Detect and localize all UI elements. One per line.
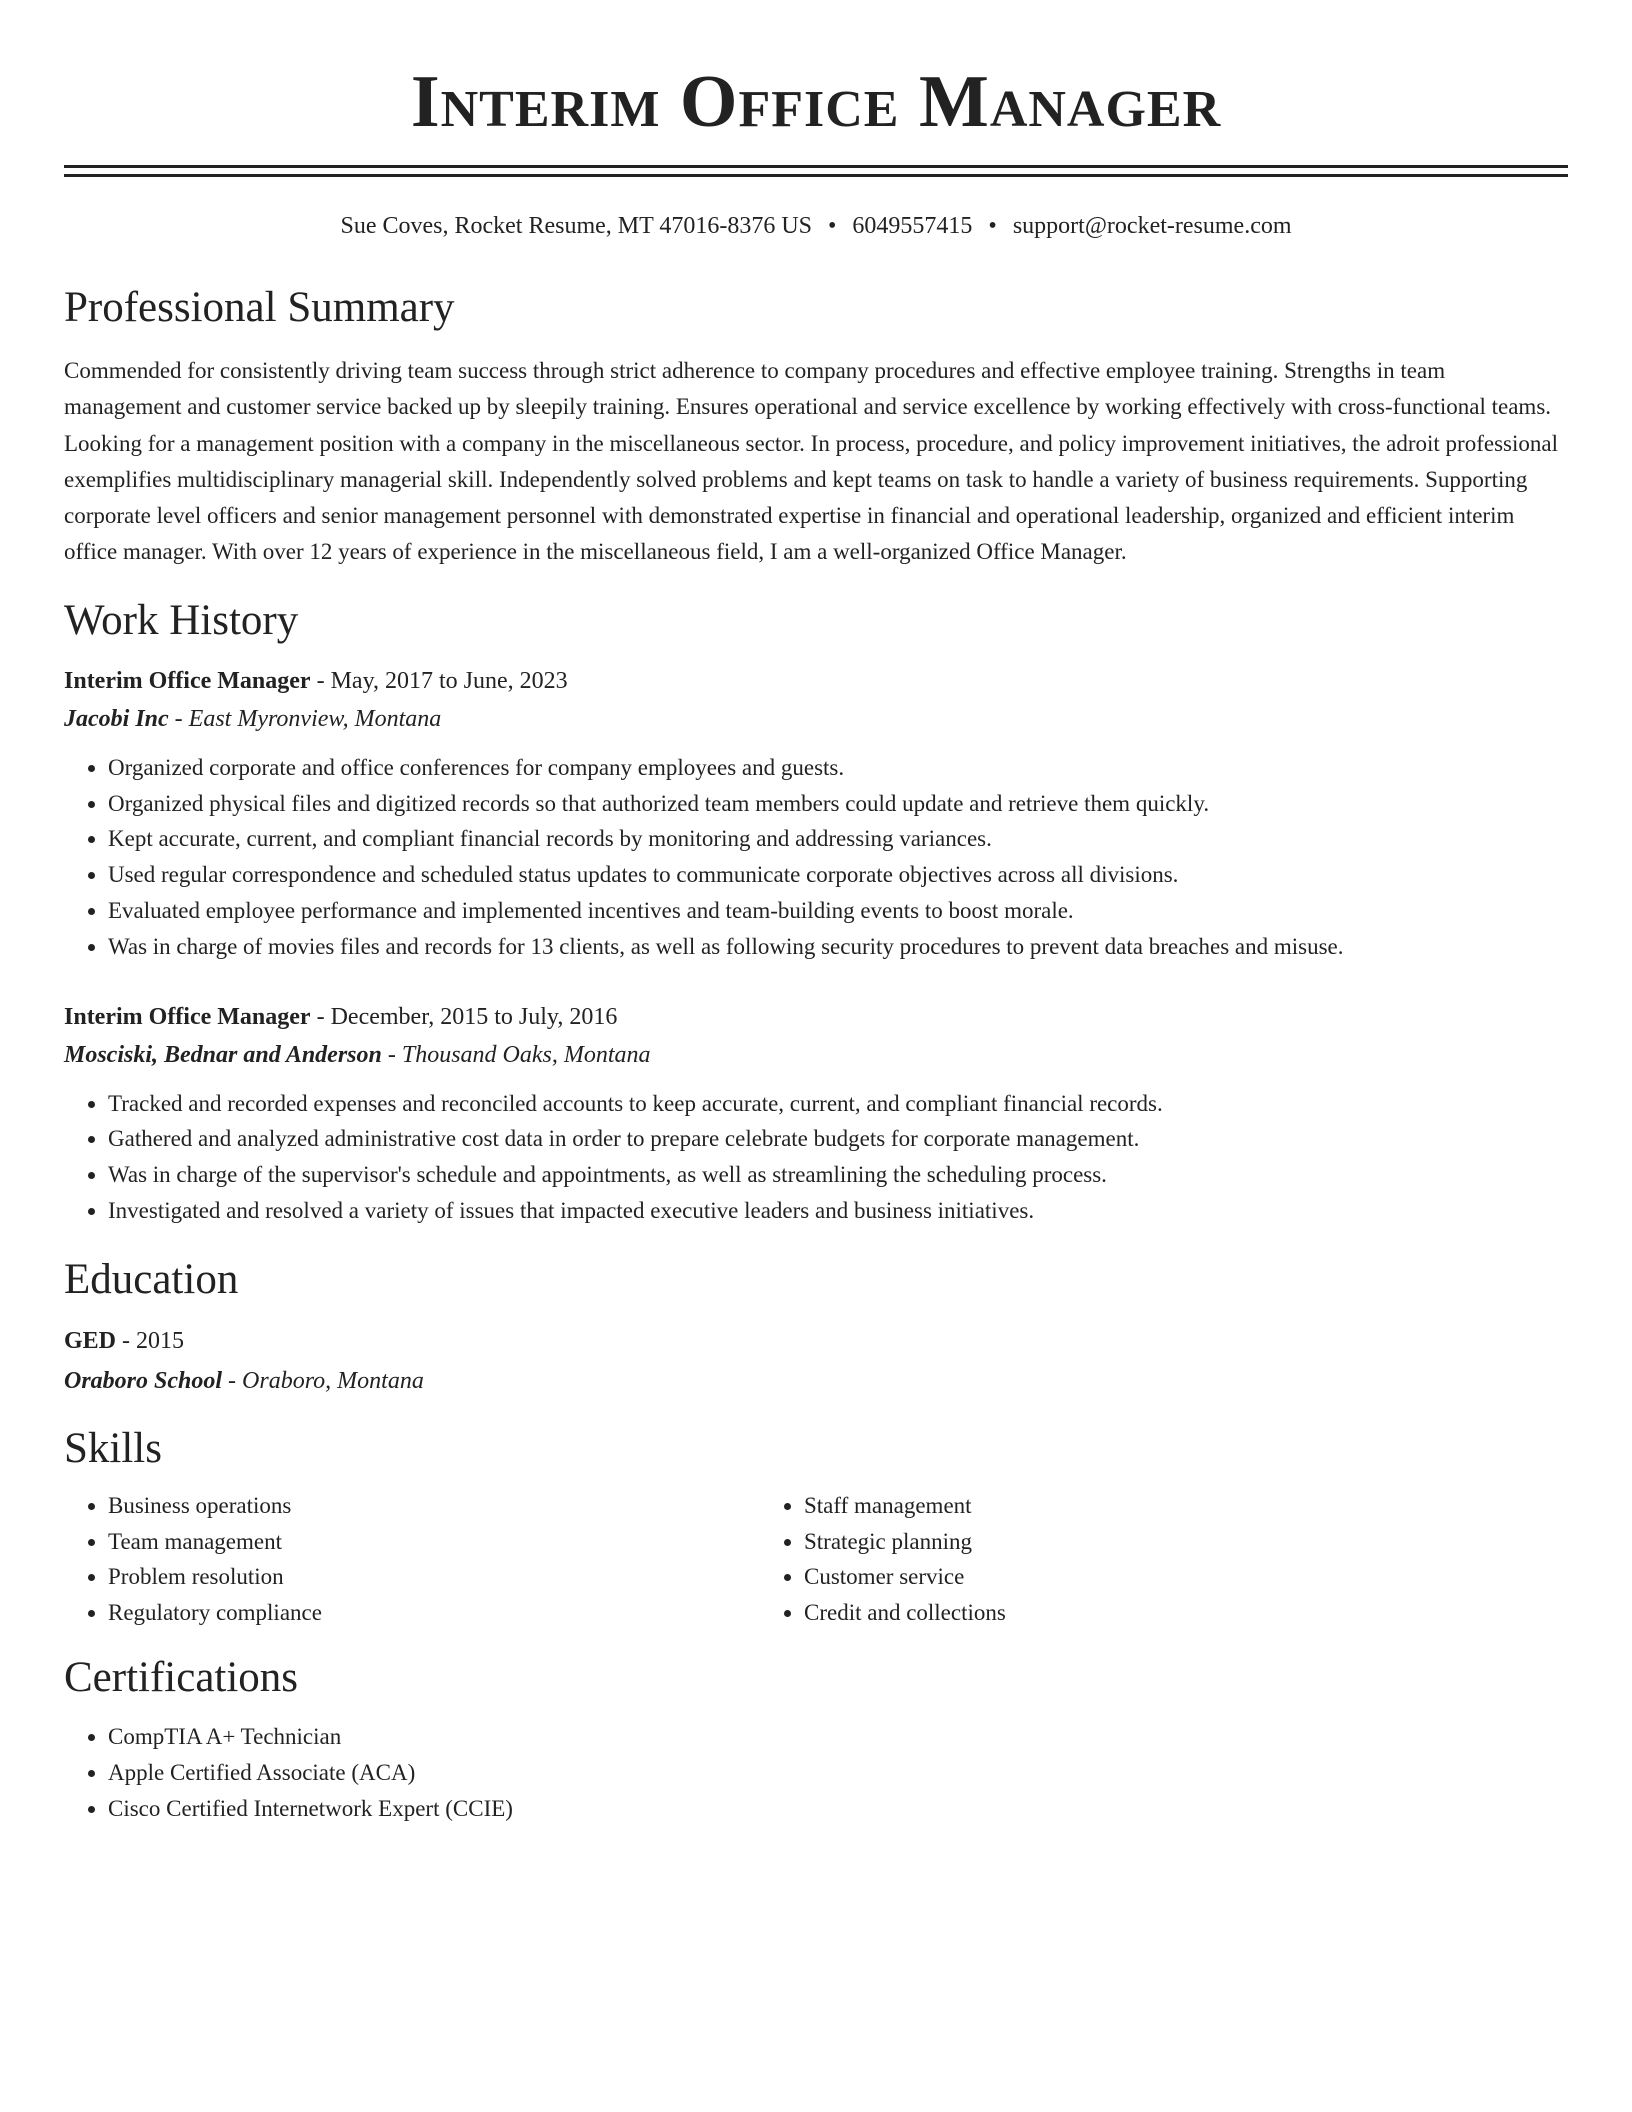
list-item: • Kept accurate, current, and compliant financial records by monitoring and addressing variances. (108, 821, 1568, 857)
skills-list-right (760, 1488, 1006, 1631)
job-location: Thousand Oaks, Montana (401, 1041, 651, 1068)
list-item: • Business operations (108, 1488, 760, 1524)
job-dates: May, 2017 to June, 2023 (330, 667, 568, 694)
contact-address: Sue Coves, Rocket Resume, MT 47016-8376 US (340, 213, 813, 239)
job-company-line: Mosciski, Bednar and Anderson - Thousand Oaks, Montana (64, 1041, 651, 1068)
list-item: • Customer service (804, 1559, 1006, 1595)
list-item: • Investigated and resolved a variety of issues that impacted executive leaders and business initiatives. (108, 1193, 1568, 1229)
job-company-line: Jacobi Inc - East Myronview, Montana (64, 705, 442, 732)
job-dates: December, 2015 to July, 2016 (330, 1003, 618, 1030)
list-item: • Regulatory compliance (108, 1595, 760, 1631)
list-item: • Was in charge of the supervisor's schedule and appointments, as well as streamlining the scheduling process. (108, 1157, 1568, 1193)
contact-separator: • (988, 213, 997, 239)
job-entry (64, 662, 1568, 965)
list-item: • Tracked and recorded expenses and reconciled accounts to keep accurate, current, and compliant financial records. (108, 1086, 1568, 1122)
list-item: • Staff management (804, 1488, 1006, 1524)
list-item: • Evaluated employee performance and implemented incentives and team-building events to boost morale. (108, 893, 1568, 929)
skills-heading: Skills (64, 1424, 162, 1472)
job-title: Interim Office Manager (64, 1003, 311, 1030)
contact-phone: 6049557415 (852, 213, 973, 239)
list-item: • Team management (108, 1524, 760, 1560)
list-item: • Strategic planning (804, 1524, 1006, 1560)
job-company: Mosciski, Bednar and Anderson (64, 1041, 382, 1068)
list-item: • Gathered and analyzed administrative cost data in order to prepare celebrate budgets for corporate management. (108, 1121, 1568, 1157)
contact-email: support@rocket-resume.com (1012, 213, 1292, 239)
list-item: • Apple Certified Associate (ACA) (108, 1755, 1568, 1791)
job-title: Interim Office Manager (64, 667, 311, 694)
education-year: 2015 (136, 1327, 185, 1354)
education-location: Oraboro, Montana (242, 1367, 424, 1394)
job-entry (64, 998, 1568, 1229)
list-item: • Problem resolution (108, 1559, 760, 1595)
skills-list-left (64, 1488, 760, 1631)
list-item: • Cisco Certified Internetwork Expert (CCIE) (108, 1791, 1568, 1827)
list-item: • Credit and collections (804, 1595, 1006, 1631)
list-item: • Organized corporate and office conferences for company employees and guests. (108, 750, 1568, 786)
summary-text: Commended for consistently driving team success through strict adherence to company procedures and effective employee training. Strengths in team management and customer service backed up by sleepily training. Ensures operational and service excellence by working effectively with cross-functional teams. Looking for a management position with a company in the miscellaneous sector. In process, procedure, and policy improvement initiatives, the adroit professional exemplifies multidisciplinary managerial skill. Independently solved problems and kept teams on task to handle a variety of business requirements. Supporting corporate level officers and senior management personnel with demonstrated expertise in financial and operational leadership, organized and efficient interim office manager. With over 12 years of experience in the miscellaneous field, I am a well-organized Office Manager. (64, 358, 1558, 565)
job-title-line: Interim Office Manager - May, 2017 to June, 2023 (64, 667, 568, 694)
job-bullets (64, 750, 1568, 965)
header-divider-top (64, 165, 1568, 168)
contact-separator: • (828, 213, 837, 239)
education-degree-line: GED - 2015 (64, 1327, 185, 1354)
job-company: Jacobi Inc (64, 705, 169, 732)
education-school-line: Oraboro School - Oraboro, Montana (64, 1367, 424, 1394)
job-bullets (64, 1086, 1568, 1229)
certifications-list (64, 1719, 1568, 1826)
list-item: • Organized physical files and digitized records so that authorized team members could update and retrieve them quickly. (108, 786, 1568, 822)
work-history-heading: Work History (64, 596, 299, 644)
certifications-heading: Certifications (64, 1653, 299, 1701)
header-divider-bottom (64, 174, 1568, 177)
job-title-line: Interim Office Manager - December, 2015 to July, 2016 (64, 1003, 618, 1030)
list-item: • CompTIA A+ Technician (108, 1719, 1568, 1755)
education-degree: GED (64, 1327, 117, 1354)
resume-name-heading: Interim Office Manager (410, 61, 1222, 143)
job-location: East Myronview, Montana (188, 705, 442, 732)
contact-line (64, 211, 1568, 241)
education-heading: Education (64, 1255, 239, 1303)
skills-columns (64, 1488, 1568, 1631)
education-school: Oraboro School (64, 1367, 223, 1394)
list-item: • Used regular correspondence and scheduled status updates to communicate corporate objectives across all divisions. (108, 857, 1568, 893)
list-item: • Was in charge of movies files and records for 13 clients, as well as following security procedures to prevent data breaches and misuse. (108, 929, 1568, 965)
summary-heading: Professional Summary (64, 284, 455, 331)
